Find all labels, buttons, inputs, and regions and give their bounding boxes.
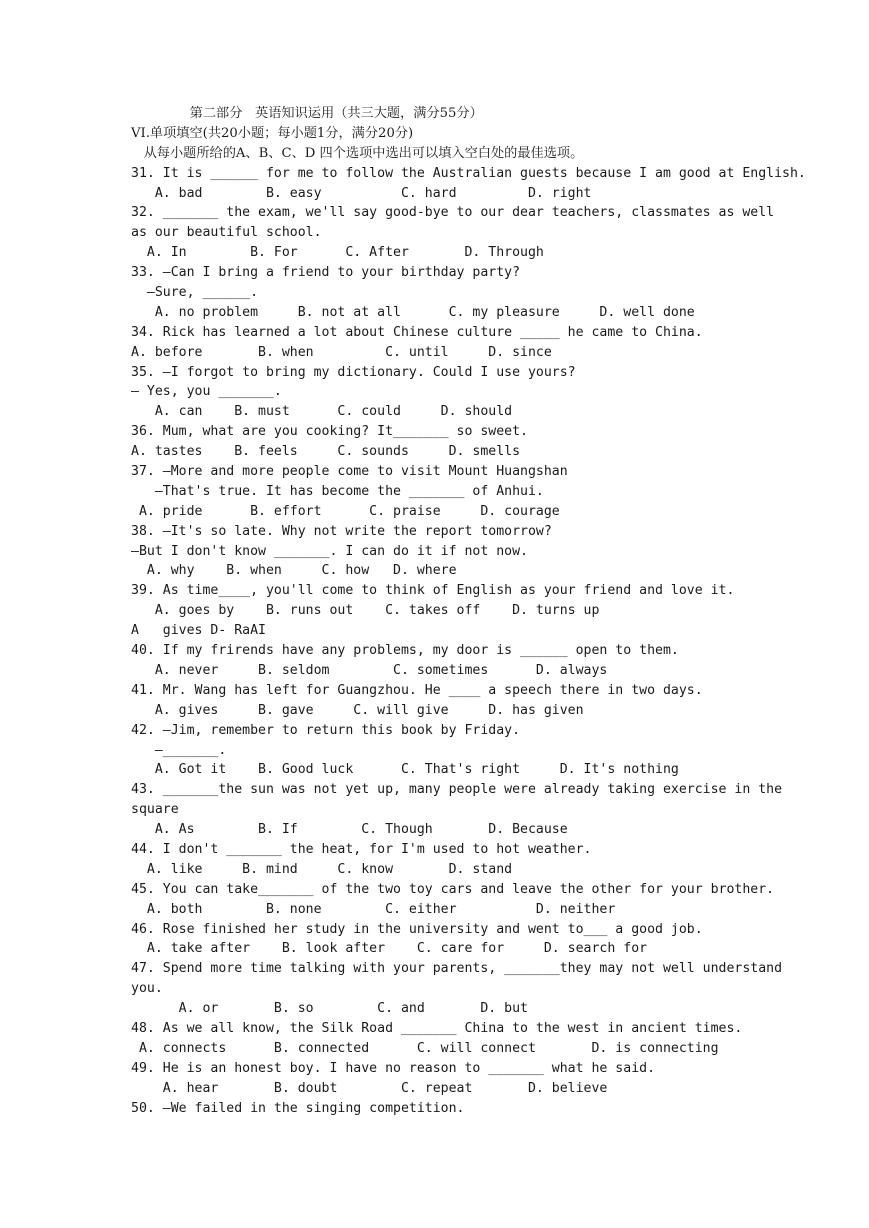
exam-line: A. Got it B. Good luck C. That's right D. It's nothing xyxy=(131,762,679,778)
exam-line: A. like B. mind C. know D. stand xyxy=(131,861,513,877)
exam-line: 31. It is ______ for me to follow the Australian guests because I am good at English. xyxy=(131,165,806,181)
exam-line: —That's true. It has become the _______ of Anhui. xyxy=(131,483,544,499)
exam-line: 49. He is an honest boy. I have no reason to _______ what he said. xyxy=(131,1060,656,1076)
exam-line: —But I don't know _______. I can do it if not now. xyxy=(131,543,528,559)
exam-line: A. tastes B. feels C. sounds D. smells xyxy=(131,444,521,460)
exam-line: A gives D- RaAI xyxy=(131,623,266,639)
exam-line: 43. _______the sun was not yet up, many people were already taking exercise in the xyxy=(131,782,783,798)
exam-line: square xyxy=(131,802,179,818)
exam-line: 48. As we all know, the Silk Road _______ China to the west in ancient times. xyxy=(131,1020,743,1036)
exam-line: 41. Mr. Wang has left for Guangzhou. He ____ a speech there in two days. xyxy=(131,682,703,698)
exam-line: 33. —Can I bring a friend to your birthday party? xyxy=(131,265,521,281)
exam-line: A. why B. when C. how D. where xyxy=(131,563,457,579)
exam-line: 40. If my frirends have any problems, my door is ______ open to them. xyxy=(131,643,679,659)
exam-line: A. take after B. look after C. care for D. search for xyxy=(131,941,648,957)
exam-line: 37. —More and more people come to visit Mount Huangshan xyxy=(131,464,568,480)
exam-line: 45. You can take_______ of the two toy cars and leave the other for your brother. xyxy=(131,881,775,897)
exam-line: 50. —We failed in the singing competition. xyxy=(131,1100,465,1116)
exam-line: A. before B. when C. until D. since xyxy=(131,344,552,360)
exam-line: —_______. xyxy=(131,742,227,758)
exam-line: 32. _______ the exam, we'll say good-bye to our dear teachers, classmates as well xyxy=(131,205,775,221)
exam-line: A. can B. must C. could D. should xyxy=(131,404,513,420)
section-title: 第二部分 英语知识运用（共三大题，满分55分） xyxy=(131,106,483,121)
exam-line: —Sure, ______. xyxy=(131,285,259,301)
instructions: 从每小题所给的A、B、C、D 四个选项中选出可以填入空白处的最佳选项。 xyxy=(131,145,584,161)
exam-line: — Yes, you _______. xyxy=(131,384,282,400)
exam-line: 36. Mum, what are you cooking? It_______ so sweet. xyxy=(131,424,528,440)
exam-line: A. no problem B. not at all C. my pleasure D. well done xyxy=(131,304,695,320)
exam-line: 46. Rose finished her study in the university and went to___ a good job. xyxy=(131,921,703,937)
exam-line: A. goes by B. runs out C. takes off D. turns up xyxy=(131,603,600,619)
exam-line: A. bad B. easy C. hard D. right xyxy=(131,185,592,201)
exam-page xyxy=(131,104,806,1118)
exam-line: A. hear B. doubt C. repeat D. believe xyxy=(131,1080,608,1096)
exam-line: 44. I don't _______ the heat, for I'm used to hot weather. xyxy=(131,841,592,857)
exam-line: A. or B. so C. and D. but xyxy=(131,1001,528,1017)
exam-line: A. In B. For C. After D. Through xyxy=(131,245,544,261)
exam-line: A. connects B. connected C. will connect D. is connecting xyxy=(131,1040,719,1056)
section-heading: VI.单项填空(共20小题；每小题1分，满分20分) xyxy=(131,125,414,141)
exam-line: A. never B. seldom C. sometimes D. always xyxy=(131,662,608,678)
exam-line: 35. —I forgot to bring my dictionary. Could I use yours? xyxy=(131,364,576,380)
exam-line: 34. Rick has learned a lot about Chinese culture _____ he came to China. xyxy=(131,324,703,340)
exam-line: you. xyxy=(131,981,163,997)
exam-line: 47. Spend more time talking with your parents, _______they may not well understand xyxy=(131,961,783,977)
exam-line: 39. As time____, you'll come to think of English as your friend and love it. xyxy=(131,583,735,599)
exam-line: A. gives B. gave C. will give D. has given xyxy=(131,702,584,718)
exam-line: A. pride B. effort C. praise D. courage xyxy=(131,503,560,519)
exam-line: 42. —Jim, remember to return this book by Friday. xyxy=(131,722,521,738)
exam-line: A. As B. If C. Though D. Because xyxy=(131,822,568,838)
exam-line: A. both B. none C. either D. neither xyxy=(131,901,616,917)
exam-line: as our beautiful school. xyxy=(131,225,322,241)
exam-line: 38. —It's so late. Why not write the report tomorrow? xyxy=(131,523,552,539)
